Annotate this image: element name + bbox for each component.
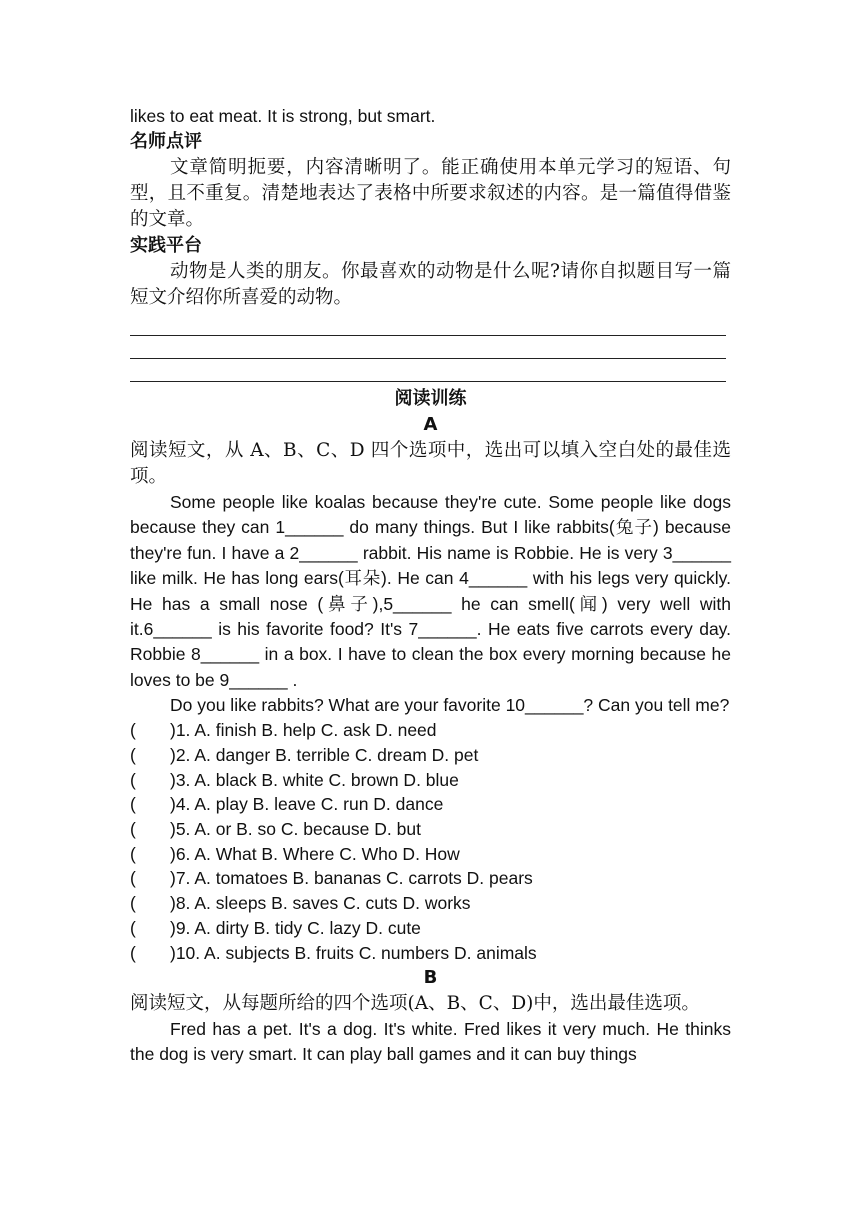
- section-b-passage: Fred has a pet. It's a dog. It's white. Fred likes it very much. He thinks the dog is very smart. It can play ball games and it can buy things: [130, 1019, 731, 1065]
- question-item[interactable]: ( )5. A. or B. so C. because D. but: [130, 819, 421, 840]
- comment-text: 文章简明扼要，内容清晰明了。能正确使用本单元学习的短语、句型，且不重复。清楚地表达了表格中所要求叙述的内容。是一篇值得借鉴的文章。: [130, 157, 731, 230]
- writing-line[interactable]: [130, 359, 726, 382]
- question-item[interactable]: ( )7. A. tomatoes B. bananas C. carrots D. pears: [130, 868, 533, 889]
- question-item[interactable]: ( )9. A. dirty B. tidy C. lazy D. cute: [130, 917, 421, 938]
- section-a-label: A: [423, 414, 438, 435]
- continued-text-line: likes to eat meat. It is strong, but smart.: [130, 106, 436, 126]
- writing-line[interactable]: [130, 313, 726, 336]
- writing-lines: [130, 313, 731, 382]
- practice-heading: 实践平台: [130, 235, 202, 256]
- document-page: [130, 104, 731, 1067]
- section-a-passage-end: Do you like rabbits? What are your favorite 10______? Can you tell me?: [170, 695, 730, 716]
- question-item[interactable]: ( )2. A. danger B. terrible C. dream D. pet: [130, 744, 479, 765]
- comment-heading: 名师点评: [130, 131, 202, 152]
- question-item[interactable]: ( )1. A. finish B. help C. ask D. need: [130, 720, 437, 741]
- section-b-instruction: 阅读短文，从每题所给的四个选项(A、B、C、D)中，选出最佳选项。: [130, 993, 700, 1015]
- question-item[interactable]: ( )3. A. black B. white C. brown D. blue: [130, 769, 459, 790]
- section-a-instruction: 阅读短文，从 A、B、C、D 四个选项中，选出可以填入空白处的最佳选项。: [130, 440, 731, 487]
- practice-text: 动物是人类的朋友。你最喜欢的动物是什么呢?请你自拟题目写一篇短文介绍你所喜爱的动物。: [130, 261, 731, 308]
- question-item[interactable]: ( )10. A. subjects B. fruits C. numbers D. animals: [130, 942, 537, 963]
- question-item[interactable]: ( )8. A. sleeps B. saves C. cuts D. works: [130, 893, 471, 914]
- section-a-passage: Some people like koalas because they're cute. Some people like dogs because they can 1______ do many things. But I like rabbits(兔子) because they're fun. I have a 2______ rabbit. His name is Robbie. He is very 3______ like milk. He has long ears(耳朵). He can 4______ with his legs very quickly. He has a small nose (鼻子),5______ he can smell(闻) very well with it.6______ is his favorite food? It's 7______. He eats five carrots every day. Robbie 8______ in a box. I have to clean the box every morning because he loves to be 9______ .: [130, 492, 731, 690]
- section-b-label: B: [423, 967, 438, 989]
- question-list: [130, 718, 731, 965]
- reading-title: 阅读训练: [394, 388, 467, 409]
- question-item[interactable]: ( )6. A. What B. Where C. Who D. How: [130, 843, 460, 864]
- question-item[interactable]: ( )4. A. play B. leave C. run D. dance: [130, 794, 444, 815]
- writing-line[interactable]: [130, 336, 726, 359]
